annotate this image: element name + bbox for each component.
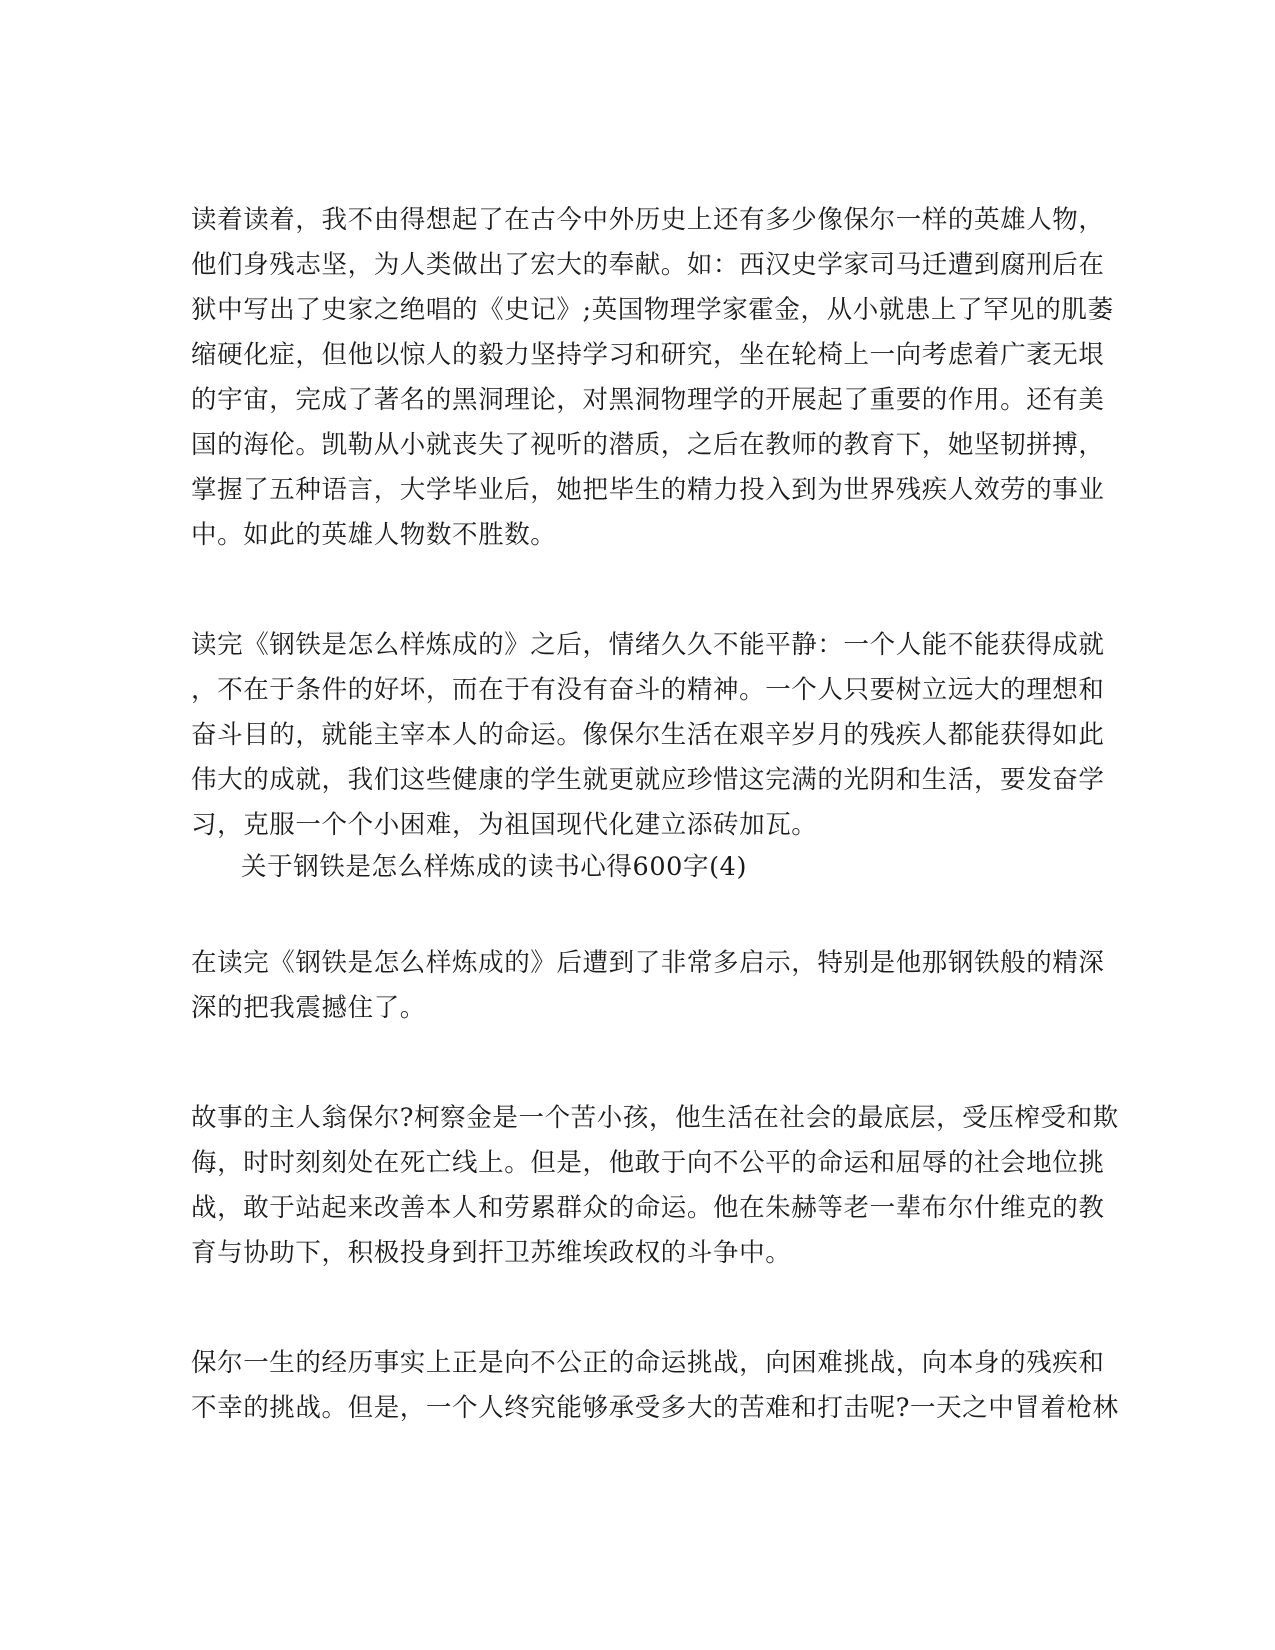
text-line: 保尔一生的经历事实上正是向不公正的命运挑战，向困难挑战，向本身的残疾和 [191,1348,1105,1378]
text-line: 奋斗目的，就能主宰本人的命运。像保尔生活在艰辛岁月的残疾人都能获得如此 [191,720,1105,750]
text-line: 他们身残志坚，为人类做出了宏大的奉献。如：西汉史学家司马迁遭到腐刑后在 [191,250,1105,280]
section-heading: 关于钢铁是怎么样炼成的读书心得600字(4) [241,852,747,882]
text-line: 深的把我震撼住了。 [191,993,426,1023]
text-line: 育与协助下，积极投身到扞卫苏维埃政权的斗争中。 [191,1238,792,1268]
text-line: 狱中写出了史家之绝唱的《史记》;英国物理学家霍金，从小就患上了罕见的肌萎 [191,295,1114,325]
text-line: 读完《钢铁是怎么样炼成的》之后，情绪久久不能平静：一个人能不能获得成就 [191,630,1105,660]
text-line: 中。如此的英雄人物数不胜数。 [191,520,557,550]
text-line: 在读完《钢铁是怎么样炼成的》后遭到了非常多启示，特别是他那钢铁般的精深 [191,948,1105,978]
text-line: 的宇宙，完成了著名的黑洞理论，对黑洞物理学的开展起了重要的作用。还有美 [191,385,1105,415]
text-line: 故事的主人翁保尔?柯察金是一个苦小孩，他生活在社会的最底层，受压榨受和欺 [191,1103,1119,1133]
text-line: 不幸的挑战。但是，一个人终究能够承受多大的苦难和打击呢?一天之中冒着枪林 [191,1393,1119,1423]
text-line: 侮，时时刻刻处在死亡线上。但是，他敢于向不公平的命运和屈辱的社会地位挑 [191,1148,1105,1178]
text-line: ，不在于条件的好坏，而在于有没有奋斗的精神。一个人只要树立远大的理想和 [191,675,1105,705]
text-line: 战，敢于站起来改善本人和劳累群众的命运。他在朱赫等老一辈布尔什维克的教 [191,1193,1105,1223]
text-line: 读着读着，我不由得想起了在古今中外历史上还有多少像保尔一样的英雄人物， [191,205,1105,235]
text-line: 习，克服一个个小困难，为祖国现代化建立添砖加瓦。 [191,810,818,840]
text-line: 国的海伦。凯勒从小就丧失了视听的潜质，之后在教师的教育下，她坚韧拼搏， [191,430,1105,460]
text-line: 缩硬化症，但他以惊人的毅力坚持学习和研究，坐在轮椅上一向考虑着广袤无垠 [191,340,1105,370]
text-line: 掌握了五种语言，大学毕业后，她把毕生的精力投入到为世界残疾人效劳的事业 [191,475,1105,505]
text-line: 伟大的成就，我们这些健康的学生就更就应珍惜这完满的光阴和生活，要发奋学 [191,765,1105,795]
